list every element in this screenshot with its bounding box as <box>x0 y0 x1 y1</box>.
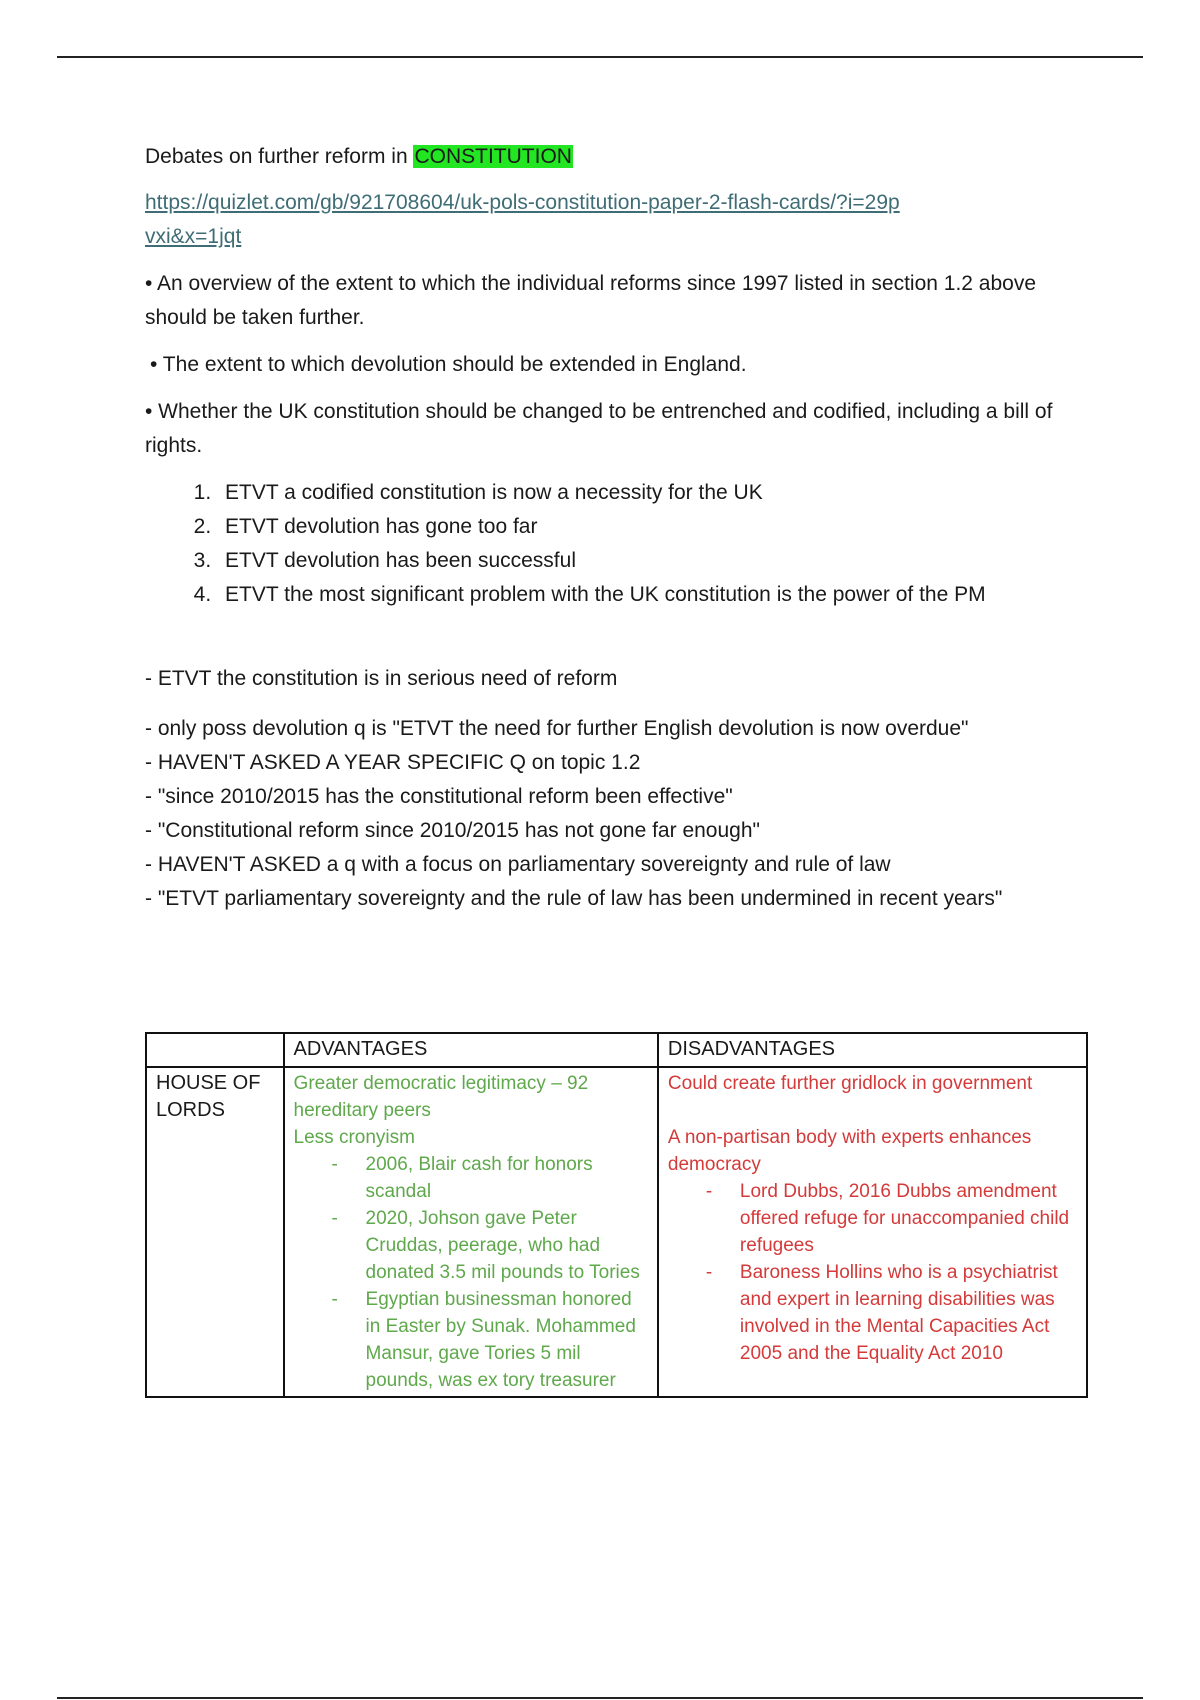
advantage-examples <box>294 1151 648 1394</box>
disadvantages-cell <box>658 1067 1087 1397</box>
list-item: - Baroness Hollins who is a psychiatrist and expert in learning disabilities was involved in the Mental Capacities Act 2005 and the Equality Act 2010 <box>706 1259 1077 1367</box>
advantage-point: Greater democratic legitimacy – 92 hereditary peers <box>293 1073 589 1121</box>
list-item: 4. ETVT the most significant problem with the UK constitution is the power of the PM <box>217 578 1095 612</box>
list-item: - 2006, Blair cash for honors scandal <box>332 1151 648 1205</box>
disadvantage-point: A non-partisan body with experts enhances democracy <box>667 1127 1032 1175</box>
disadvantages-header: DISADVANTAGES <box>658 1033 1087 1067</box>
bullet-devolution-england: • The extent to which devolution should be extended in England. <box>150 353 747 376</box>
note-line: - "ETVT parliamentary sovereignty and the rule of law has been undermined in recent years" <box>145 887 1003 910</box>
page-top-rule <box>57 56 1143 58</box>
list-item: 2. ETVT devolution has gone too far <box>217 510 1095 544</box>
row-label-house-of-lords: HOUSE OF LORDS <box>146 1067 284 1397</box>
list-item: - 2020, Johson gave Peter Cruddas, peerage, who had donated 3.5 mil pounds to Tories <box>332 1205 648 1286</box>
advantages-header: ADVANTAGES <box>284 1033 658 1067</box>
bullet-codified-constitution: • Whether the UK constitution should be changed to be entrenched and codified, including a bill of rights. <box>145 400 1053 457</box>
advantages-disadvantages-table <box>145 1032 1088 1398</box>
document-body <box>145 140 1095 916</box>
note-line: - HAVEN'T ASKED a q with a focus on parliamentary sovereignty and rule of law <box>145 853 891 876</box>
bullet-overview: • An overview of the extent to which the individual reforms since 1997 listed in section 1.2 above should be taken further. <box>145 272 1037 329</box>
page-title <box>145 140 1095 174</box>
etvt-question-list <box>145 476 1095 612</box>
page-bottom-rule <box>57 1697 1143 1699</box>
note-line: - ETVT the constitution is in serious need of reform <box>145 667 618 690</box>
note-line: - only poss devolution q is "ETVT the need for further English devolution is now overdue" <box>145 717 969 740</box>
list-item: 3. ETVT devolution has been successful <box>217 544 1095 578</box>
title-highlight: CONSTITUTION <box>414 145 572 168</box>
note-line: - "since 2010/2015 has the constitutional reform been effective" <box>145 785 733 808</box>
note-line: - "Constitutional reform since 2010/2015 has not gone far enough" <box>145 819 760 842</box>
quizlet-link[interactable]: https://quizlet.com/gb/921708604/uk-pols-constitution-paper-2-flash-cards/?i=29pvxi&x=1jqt <box>145 191 900 248</box>
disadvantage-examples <box>668 1178 1077 1367</box>
list-item: - Lord Dubbs, 2016 Dubbs amendment offered refuge for unaccompanied child refugees <box>706 1178 1077 1259</box>
advantage-point: Less cronyism <box>293 1127 415 1148</box>
list-item: 1. ETVT a codified constitution is now a necessity for the UK <box>217 476 1095 510</box>
table-row <box>146 1067 1087 1397</box>
disadvantage-point: Could create further gridlock in government <box>667 1073 1033 1094</box>
list-item: - Egyptian businessman honored in Easter by Sunak. Mohammed Mansur, gave Tories 5 mil pounds, was ex tory treasurer <box>332 1286 648 1394</box>
note-line: - HAVEN'T ASKED A YEAR SPECIFIC Q on topic 1.2 <box>145 751 641 774</box>
table-header-row <box>146 1033 1087 1067</box>
table-corner-cell <box>146 1033 284 1067</box>
advantages-cell <box>284 1067 658 1397</box>
title-prefix: Debates on further reform in <box>145 145 408 168</box>
